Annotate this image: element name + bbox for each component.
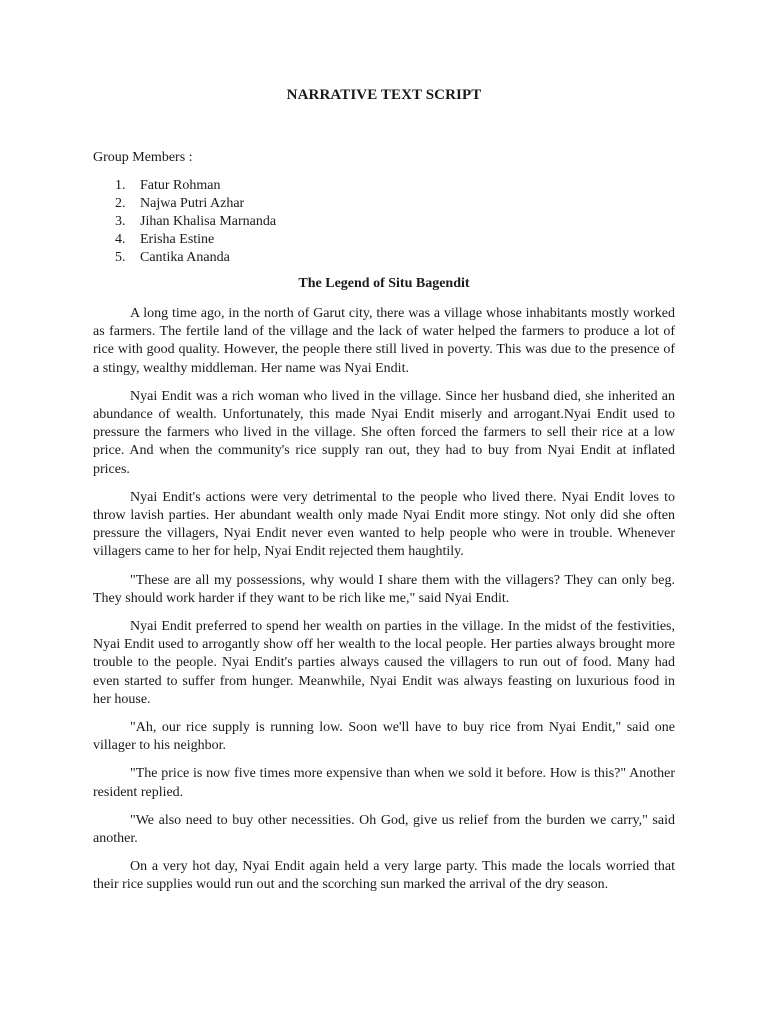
member-name: Fatur Rohman (140, 178, 221, 193)
story-body (93, 305, 675, 905)
list-item (93, 213, 276, 231)
group-members-list (93, 177, 276, 267)
list-item (93, 249, 276, 267)
list-number: 1. (115, 178, 126, 193)
list-number: 4. (115, 232, 126, 247)
story-paragraph: "The price is now five times more expensive than when we sold it before. How is this?" Another resident replied. (93, 766, 675, 800)
list-item (93, 231, 276, 249)
story-title: The Legend of Situ Bagendit (298, 276, 470, 291)
document-title: NARRATIVE TEXT SCRIPT (286, 87, 482, 103)
story-paragraph: "We also need to buy other necessities. Oh God, give us relief from the burden we carry," said another. (93, 812, 675, 847)
member-name: Cantika Ananda (140, 250, 230, 265)
member-name: Najwa Putri Azhar (140, 196, 245, 211)
story-paragraph: Nyai Endit's actions were very detrimental to the people who lived there. Nyai Endit loves to throw lavish parties. Her abundant wealth only made Nyai Endit more stingy. Not only did she often pressure the villagers, Nyai Endit never even wanted to help people who were in trouble. Whenever villagers came to her for help, Nyai Endit rejected them haughtily. (93, 489, 675, 560)
story-paragraph: On a very hot day, Nyai Endit again held a very large party. This made the locals worried that their rice supplies would run out and the scorching sun marked the arrival of the dry season. (93, 859, 675, 893)
member-name: Jihan Khalisa Marnanda (140, 214, 277, 229)
list-item (93, 177, 276, 195)
story-paragraph: Nyai Endit was a rich woman who lived in the village. Since her husband died, she inherited an abundance of wealth. Unfortunately, this made Nyai Endit miserly and arrogant.Nyai Endit used to pressure the farmers who lived in the village. She often forced the farmers to sell their rice at a low price. And when the community's rice supply ran out, they had to buy from Nyai Endit at inflated prices. (93, 388, 675, 477)
list-number: 5. (115, 250, 126, 265)
story-paragraph: "These are all my possessions, why would I share them with the villagers? They can only beg. They should work harder if they want to be rich like me," said Nyai Endit. (93, 572, 675, 606)
story-paragraph: "Ah, our rice supply is running low. Soon we'll have to buy rice from Nyai Endit," said one villager to his neighbor. (93, 720, 675, 754)
list-item (93, 195, 276, 213)
story-paragraph: A long time ago, in the north of Garut city, there was a village whose inhabitants mostly worked as farmers. The fertile land of the village and the lack of water helped the farmers to produce a lot of rice with good quality. However, the people there still lived in poverty. This was due to the presence of a stingy, wealthy middleman. Her name was Nyai Endit. (93, 306, 675, 376)
group-members-heading: Group Members : (93, 150, 193, 165)
story-paragraph: Nyai Endit preferred to spend her wealth on parties in the village. In the midst of the festivities, Nyai Endit used to arrogantly show off her wealth to the local people. Her parties always brought more trouble to the people. Nyai Endit's parties always caused the villagers to run out of food. Many had even started to suffer from hunger. Meanwhile, Nyai Endit was always feasting on luxurious food in her house. (93, 619, 675, 707)
list-number: 2. (115, 196, 126, 211)
list-number: 3. (115, 214, 126, 229)
member-name: Erisha Estine (140, 232, 215, 247)
